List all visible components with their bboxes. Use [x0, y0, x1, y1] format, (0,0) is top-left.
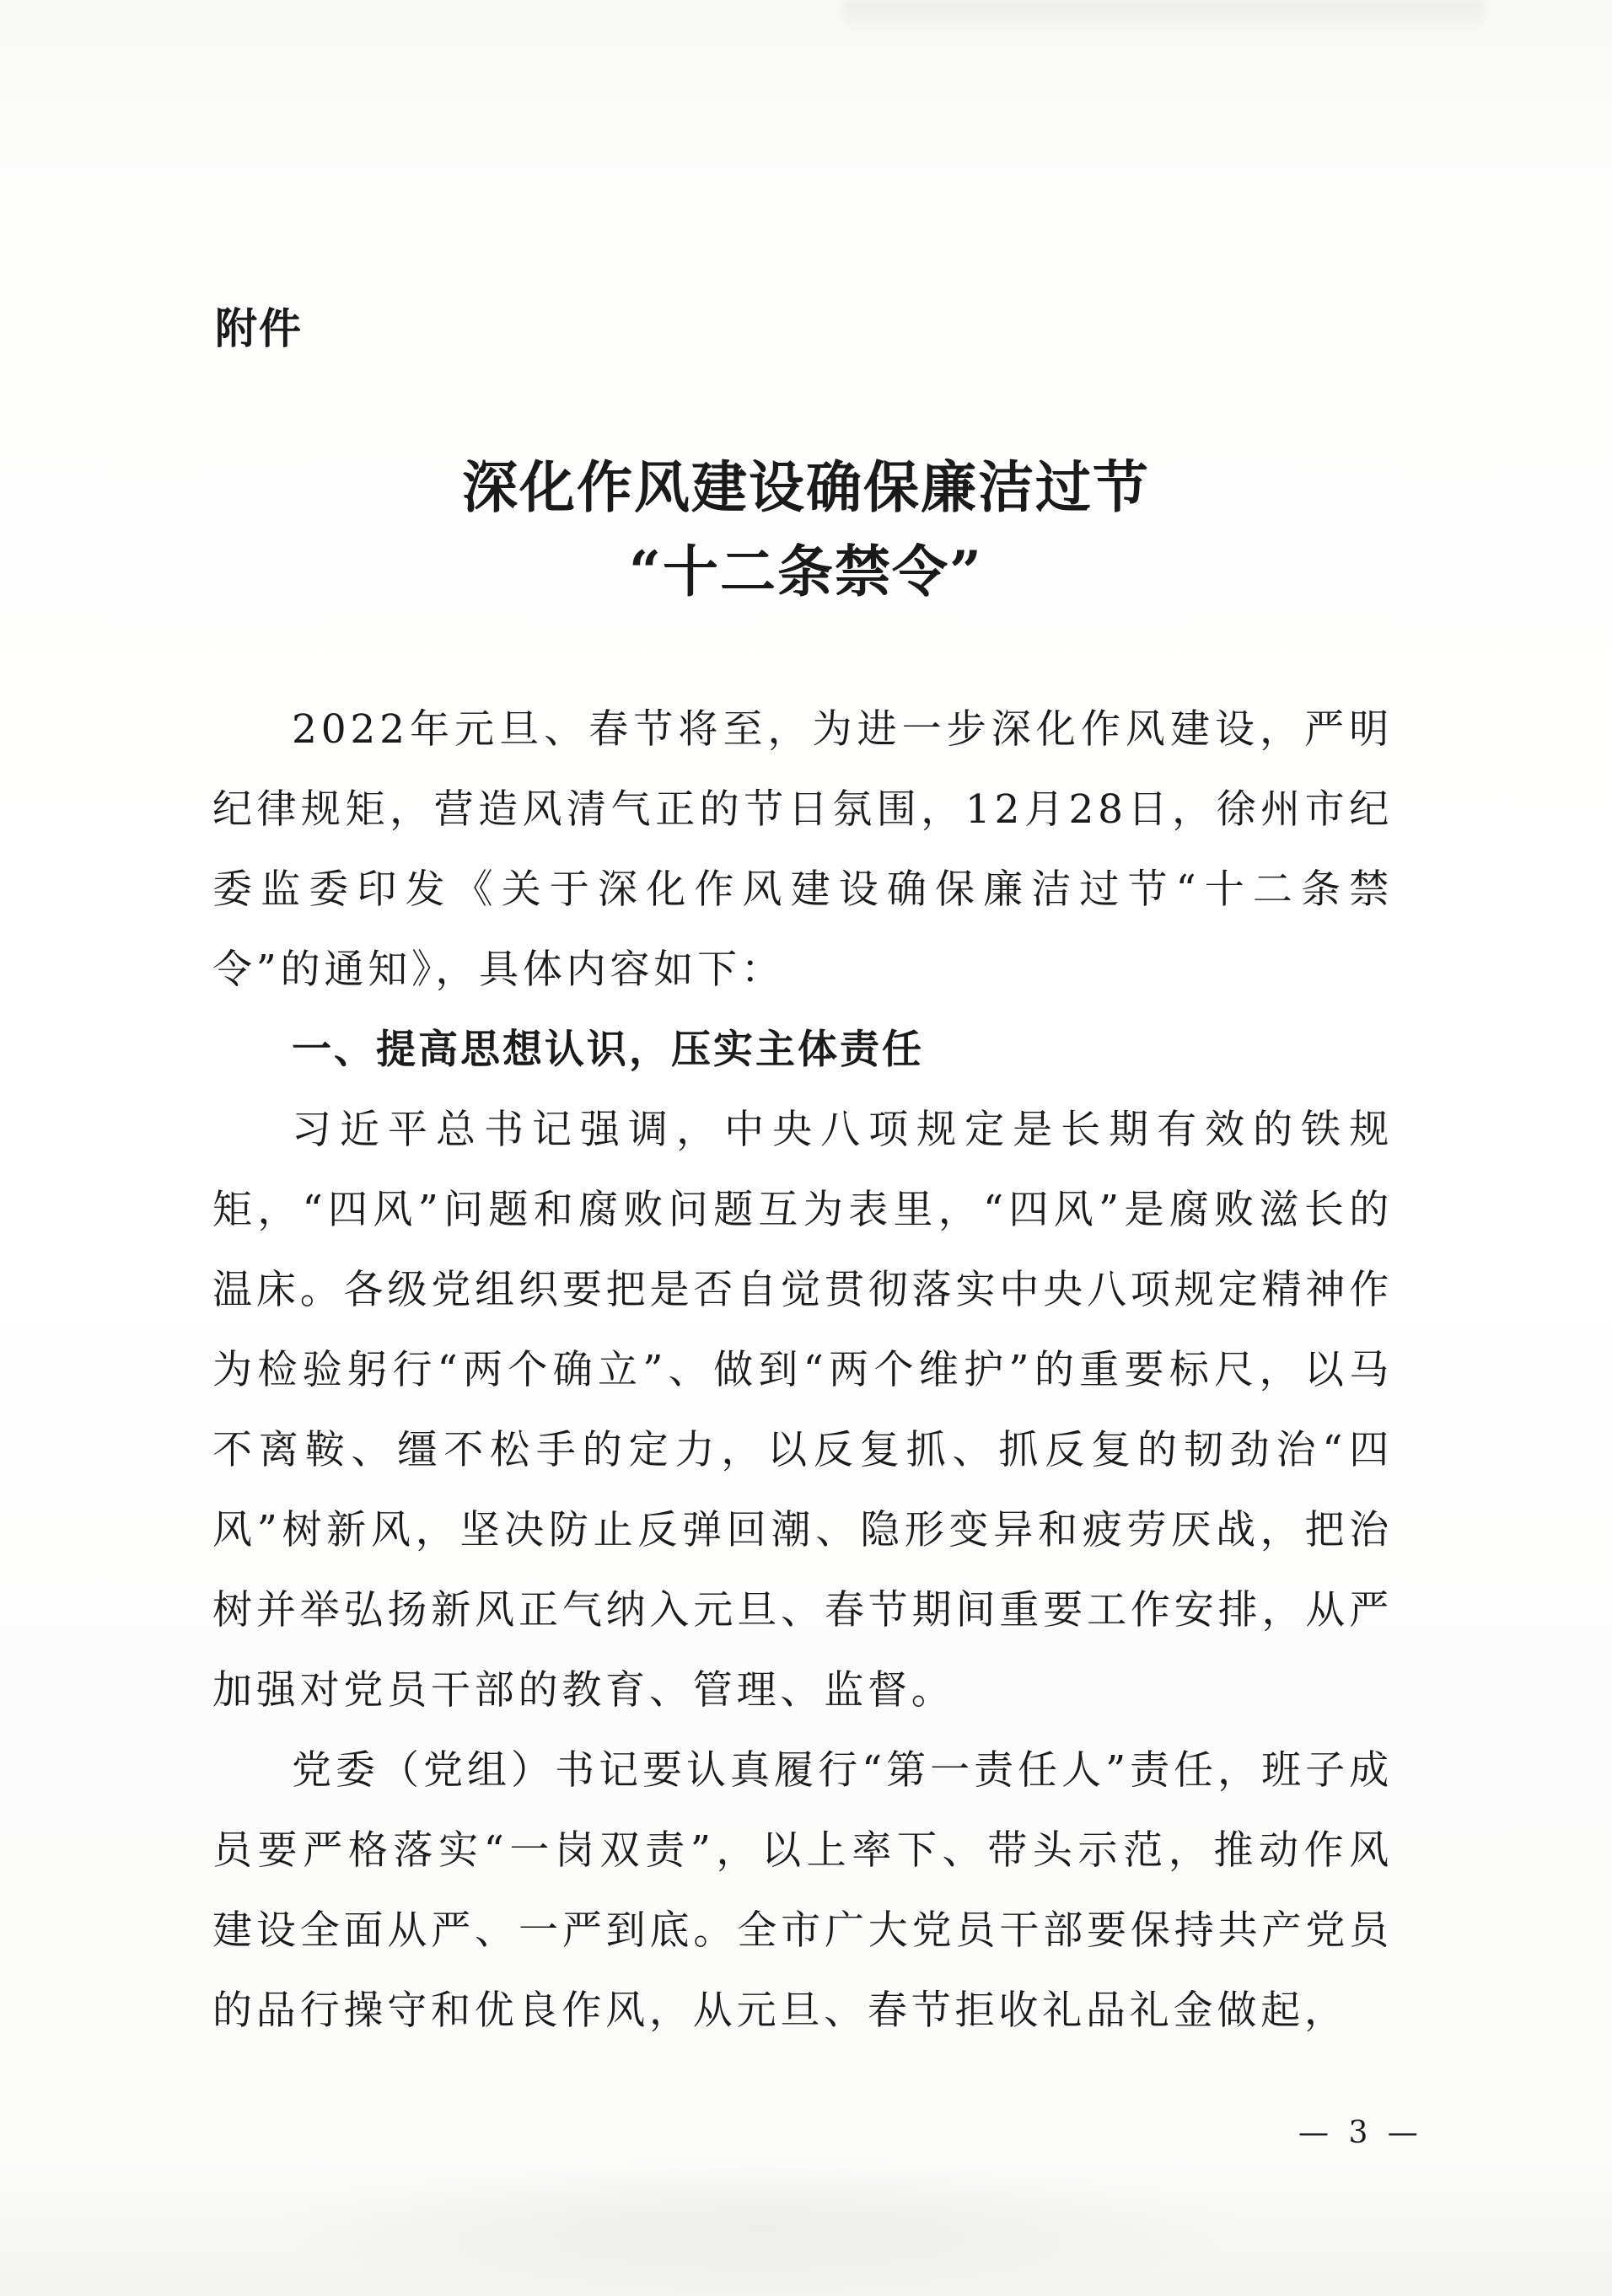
page-number: — 3 —: [1298, 2116, 1423, 2150]
attachment-label: 附件: [215, 304, 303, 353]
scan-shadow-top: [843, 0, 1484, 34]
document-body: [212, 689, 1393, 2051]
section-1-heading: 一、提高思想认识，压实主体责任: [292, 1027, 924, 1073]
document-title-line-1: 深化作风建设确保廉洁过节: [462, 454, 1150, 520]
section-1-paragraph-2: 党委（党组）书记要认真履行“第一责任人”责任，班子成员要严格落实“一岗双责”，以上率下、带头示范，推动作风建设全面从严、一严到底。全市广大党员干部要保持共产党员的品行操守和优良作风，从元旦、春节拒收礼品礼金做起，: [212, 1747, 1393, 2034]
intro-paragraph: 2022年元旦、春节将至，为进一步深化作风建设，严明纪律规矩，营造风清气正的节日氛围，12月28日，徐州市纪委监委印发《关于深化作风建设确保廉洁过节“十二条禁令”的通知》，具体内容如下：: [212, 706, 1393, 993]
section-1-paragraph-1: 习近平总书记强调，中央八项规定是长期有效的铁规矩，“四风”问题和腐败问题互为表里，“四风”是腐败滋长的温床。各级党组织要把是否自觉贯彻落实中央八项规定精神作为检验躬行“两个确立”、做到“两个维护”的重要标尺，以马不离鞍、缰不松手的定力，以反复抓、抓反复的韧劲治“四风”树新风，坚决防止反弹回潮、隐形变异和疲劳厌战，把治树并举弘扬新风正气纳入元旦、春节期间重要工作安排，从严加强对党员干部的教育、管理、监督。: [212, 1107, 1393, 1714]
document-title-line-2: “十二条禁令”: [629, 539, 983, 604]
scan-shadow-bottom: [253, 2158, 1265, 2296]
